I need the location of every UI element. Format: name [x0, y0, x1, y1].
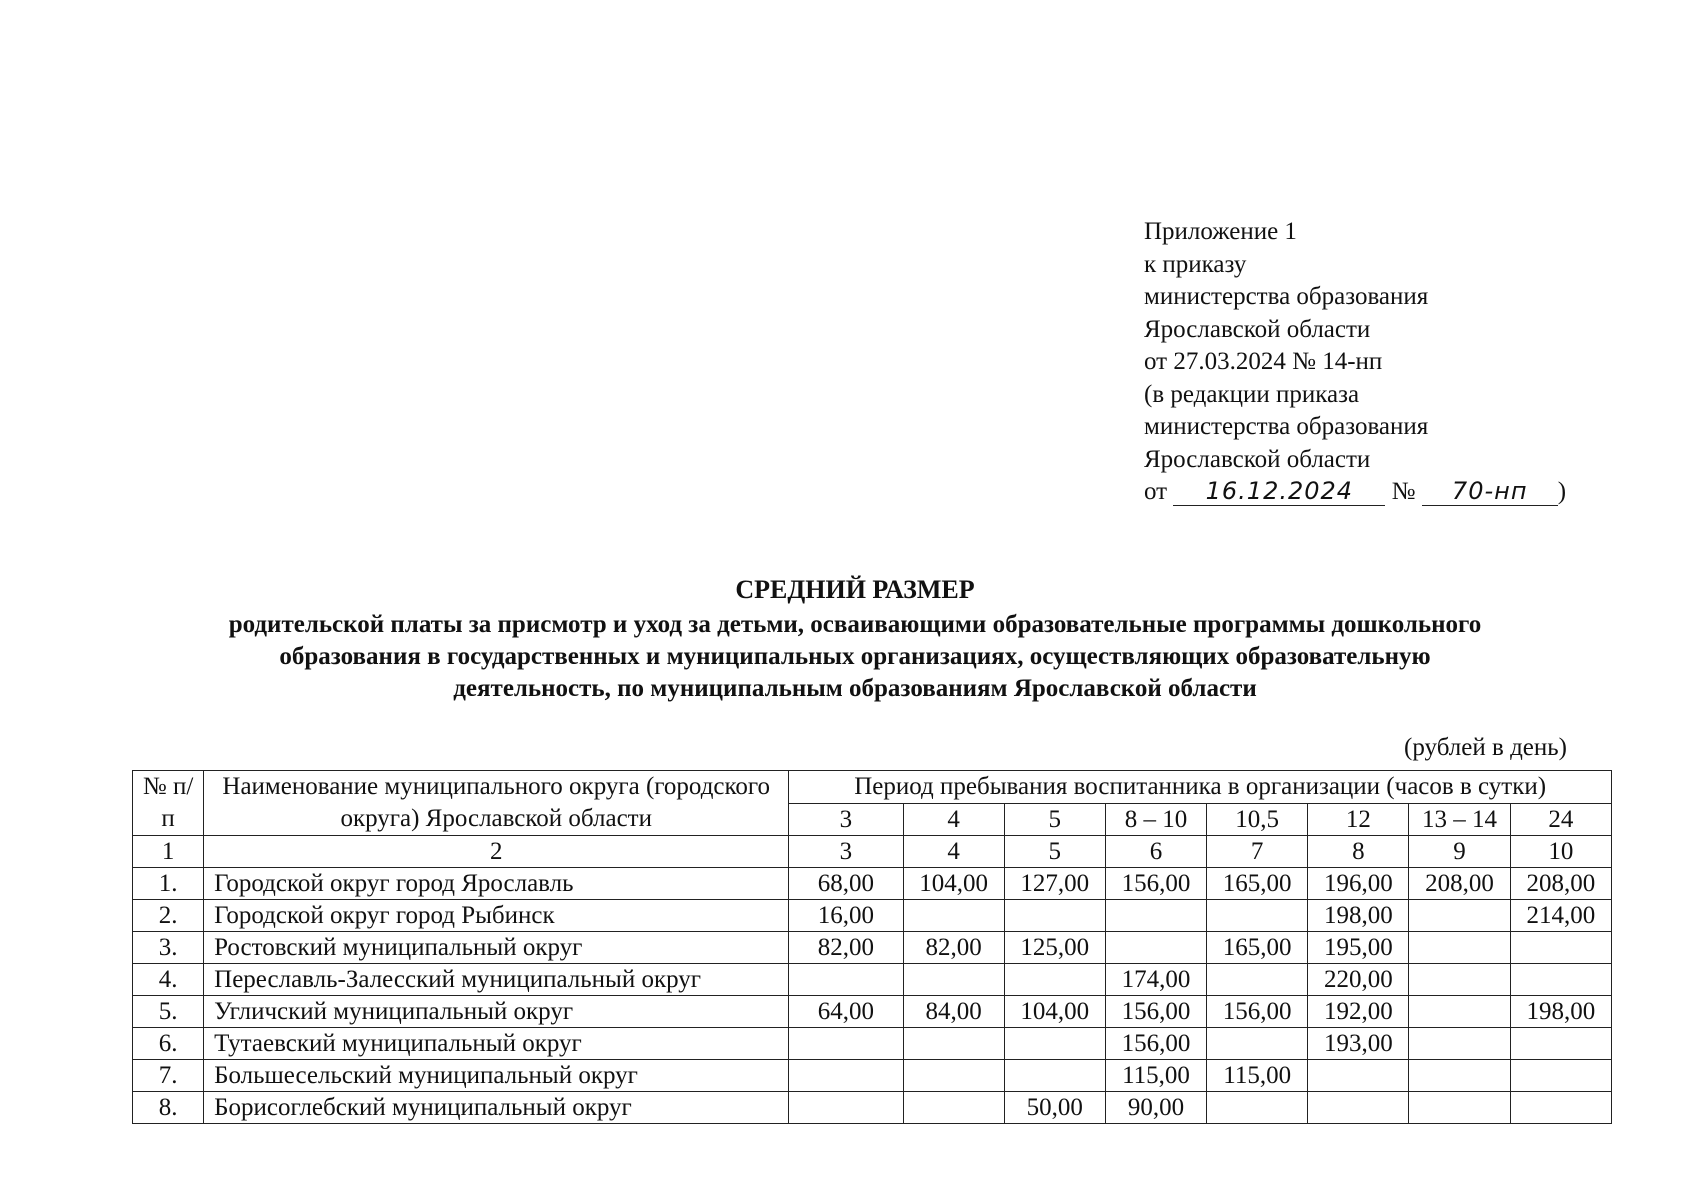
fee-value: 16,00: [789, 900, 903, 932]
row-number: 7.: [133, 1060, 204, 1092]
fee-value: 198,00: [1308, 900, 1409, 932]
units-note: (рублей в день): [1404, 734, 1567, 761]
header-num: [133, 771, 204, 836]
district-name: Угличский муниципальный округ: [204, 996, 789, 1028]
fee-value: 82,00: [789, 932, 903, 964]
header-hours: 5: [1004, 803, 1105, 836]
district-name: Ростовский муниципальный округ: [204, 932, 789, 964]
district-name: Городской округ город Ярославль: [204, 868, 789, 900]
appendix-line: от 27.03.2024 № 14-нп: [1144, 348, 1383, 375]
fee-value: 127,00: [1004, 868, 1105, 900]
appendix-line: министерства образования: [1144, 283, 1429, 310]
header-row: [133, 771, 1612, 804]
fee-value: [1105, 932, 1206, 964]
document-title: [100, 574, 1610, 705]
district-name: Большесельский муниципальный округ: [204, 1060, 789, 1092]
fee-value: [903, 1060, 1004, 1092]
row-number: 4.: [133, 964, 204, 996]
fee-value: [1409, 900, 1510, 932]
fee-value: [789, 1060, 903, 1092]
table-header: [133, 771, 1612, 868]
district-name: Переславль-Залесский муниципальный округ: [204, 964, 789, 996]
header-name: [204, 771, 789, 836]
fee-value: [1308, 1060, 1409, 1092]
row-number: 5.: [133, 996, 204, 1028]
fee-value: [1207, 900, 1308, 932]
fee-value: 90,00: [1105, 1092, 1206, 1124]
fee-value: [1409, 964, 1510, 996]
column-number: 8: [1308, 836, 1409, 868]
column-number: 1: [133, 836, 204, 868]
fee-value: [1510, 1060, 1611, 1092]
table-row: [133, 932, 1612, 964]
fee-value: [1409, 1060, 1510, 1092]
fee-value: 64,00: [789, 996, 903, 1028]
district-name: Борисоглебский муниципальный округ: [204, 1092, 789, 1124]
fee-value: [1409, 1092, 1510, 1124]
fee-value: 165,00: [1207, 868, 1308, 900]
column-number: 5: [1004, 836, 1105, 868]
fee-value: [1004, 964, 1105, 996]
fee-value: 125,00: [1004, 932, 1105, 964]
fee-value: 104,00: [1004, 996, 1105, 1028]
appendix-line: Ярославской области: [1144, 445, 1371, 473]
fee-value: [1510, 1092, 1611, 1124]
row-number: 1.: [133, 868, 204, 900]
fee-value: [1308, 1092, 1409, 1124]
column-number: 10: [1510, 836, 1611, 868]
fee-value: 156,00: [1105, 1028, 1206, 1060]
appendix-line: министерства образования: [1144, 413, 1429, 440]
table-body: [133, 868, 1612, 1124]
fee-value: 193,00: [1308, 1028, 1409, 1060]
closing-paren: ): [1557, 478, 1567, 505]
fee-value: [1207, 964, 1308, 996]
fee-value: [1004, 1060, 1105, 1092]
title-heading: СРЕДНИЙ РАЗМЕР: [735, 575, 975, 604]
appendix-line: Ярославской области: [1144, 315, 1371, 343]
fee-value: [903, 1028, 1004, 1060]
appendix-line: Приложение 1: [1144, 218, 1297, 245]
amendment-line: [1144, 476, 1566, 509]
fee-value: 198,00: [1510, 996, 1611, 1028]
title-subtitle-line: деятельность, по муниципальным образованиям Ярославской области: [453, 675, 1257, 702]
table-row: [133, 1028, 1612, 1060]
header-hours: 4: [903, 803, 1004, 836]
fee-value: 115,00: [1105, 1060, 1206, 1092]
fee-value: [1510, 964, 1611, 996]
fee-value: [789, 1028, 903, 1060]
fee-value: [903, 900, 1004, 932]
header-period: Период пребывания воспитанника в организации (часов в сутки): [789, 771, 1612, 804]
fee-value: 195,00: [1308, 932, 1409, 964]
fee-value: [1409, 1028, 1510, 1060]
header-hours: 24: [1510, 803, 1611, 836]
column-number: 2: [204, 836, 789, 868]
fee-value: 214,00: [1510, 900, 1611, 932]
fee-value: [1004, 1028, 1105, 1060]
fees-table: [132, 770, 1612, 1124]
fee-value: 192,00: [1308, 996, 1409, 1028]
table-row: [133, 900, 1612, 932]
fee-value: [1207, 1028, 1308, 1060]
district-name: Городской округ город Рыбинск: [204, 900, 789, 932]
fee-value: 220,00: [1308, 964, 1409, 996]
column-number-row: [133, 836, 1612, 868]
row-number: 3.: [133, 932, 204, 964]
fee-value: 208,00: [1409, 868, 1510, 900]
appendix-line: к приказу: [1144, 250, 1247, 278]
fee-value: [1207, 1092, 1308, 1124]
column-number: 6: [1105, 836, 1206, 868]
column-number: 3: [789, 836, 903, 868]
fee-value: [1105, 900, 1206, 932]
header-num-text: № п/п: [142, 773, 194, 832]
row-number: 2.: [133, 900, 204, 932]
fee-value: 165,00: [1207, 932, 1308, 964]
appendix-block: [1144, 216, 1566, 509]
fee-value: 68,00: [789, 868, 903, 900]
number-label: №: [1391, 478, 1416, 505]
header-hours: 13 – 14: [1409, 803, 1510, 836]
district-name: Тутаевский муниципальный округ: [204, 1028, 789, 1060]
appendix-line: (в редакции приказа: [1144, 380, 1360, 408]
fee-value: 115,00: [1207, 1060, 1308, 1092]
row-number: 6.: [133, 1028, 204, 1060]
fee-value: [1510, 932, 1611, 964]
fee-value: [789, 964, 903, 996]
fee-value: 84,00: [903, 996, 1004, 1028]
fee-value: 174,00: [1105, 964, 1206, 996]
table-row: [133, 964, 1612, 996]
table-row: [133, 868, 1612, 900]
fee-value: 208,00: [1510, 868, 1611, 900]
fee-value: [1004, 900, 1105, 932]
header-name-text: Наименование муниципального округа (городского округа) Ярославской области: [222, 773, 771, 832]
column-number: 9: [1409, 836, 1510, 868]
fee-value: [1409, 932, 1510, 964]
fee-value: 196,00: [1308, 868, 1409, 900]
fee-value: 156,00: [1207, 996, 1308, 1028]
fee-value: 104,00: [903, 868, 1004, 900]
title-subtitle-line: родительской платы за присмотр и уход за детьми, осваивающими образовательные программы дошкольного: [228, 611, 1482, 638]
row-number: 8.: [133, 1092, 204, 1124]
header-hours: 10,5: [1207, 803, 1308, 836]
header-hours: 8 – 10: [1105, 803, 1206, 836]
fee-value: [903, 964, 1004, 996]
column-number: 4: [903, 836, 1004, 868]
header-hours: 12: [1308, 803, 1409, 836]
fee-value: [789, 1092, 903, 1124]
fee-value: [1409, 996, 1510, 1028]
header-hours: 3: [789, 803, 903, 836]
fee-value: 50,00: [1004, 1092, 1105, 1124]
title-subtitle-line: образования в государственных и муниципальных организациях, осуществляющих образовательную: [279, 643, 1431, 670]
column-number: 7: [1207, 836, 1308, 868]
from-label: от: [1144, 478, 1168, 505]
handwritten-number: 70-нп: [1422, 477, 1558, 506]
handwritten-date: 16.12.2024: [1173, 477, 1385, 506]
fee-value: 82,00: [903, 932, 1004, 964]
fee-value: 156,00: [1105, 868, 1206, 900]
fee-value: 156,00: [1105, 996, 1206, 1028]
table-row: [133, 1092, 1612, 1124]
fee-value: [903, 1092, 1004, 1124]
table-row: [133, 996, 1612, 1028]
table-row: [133, 1060, 1612, 1092]
fee-value: [1510, 1028, 1611, 1060]
